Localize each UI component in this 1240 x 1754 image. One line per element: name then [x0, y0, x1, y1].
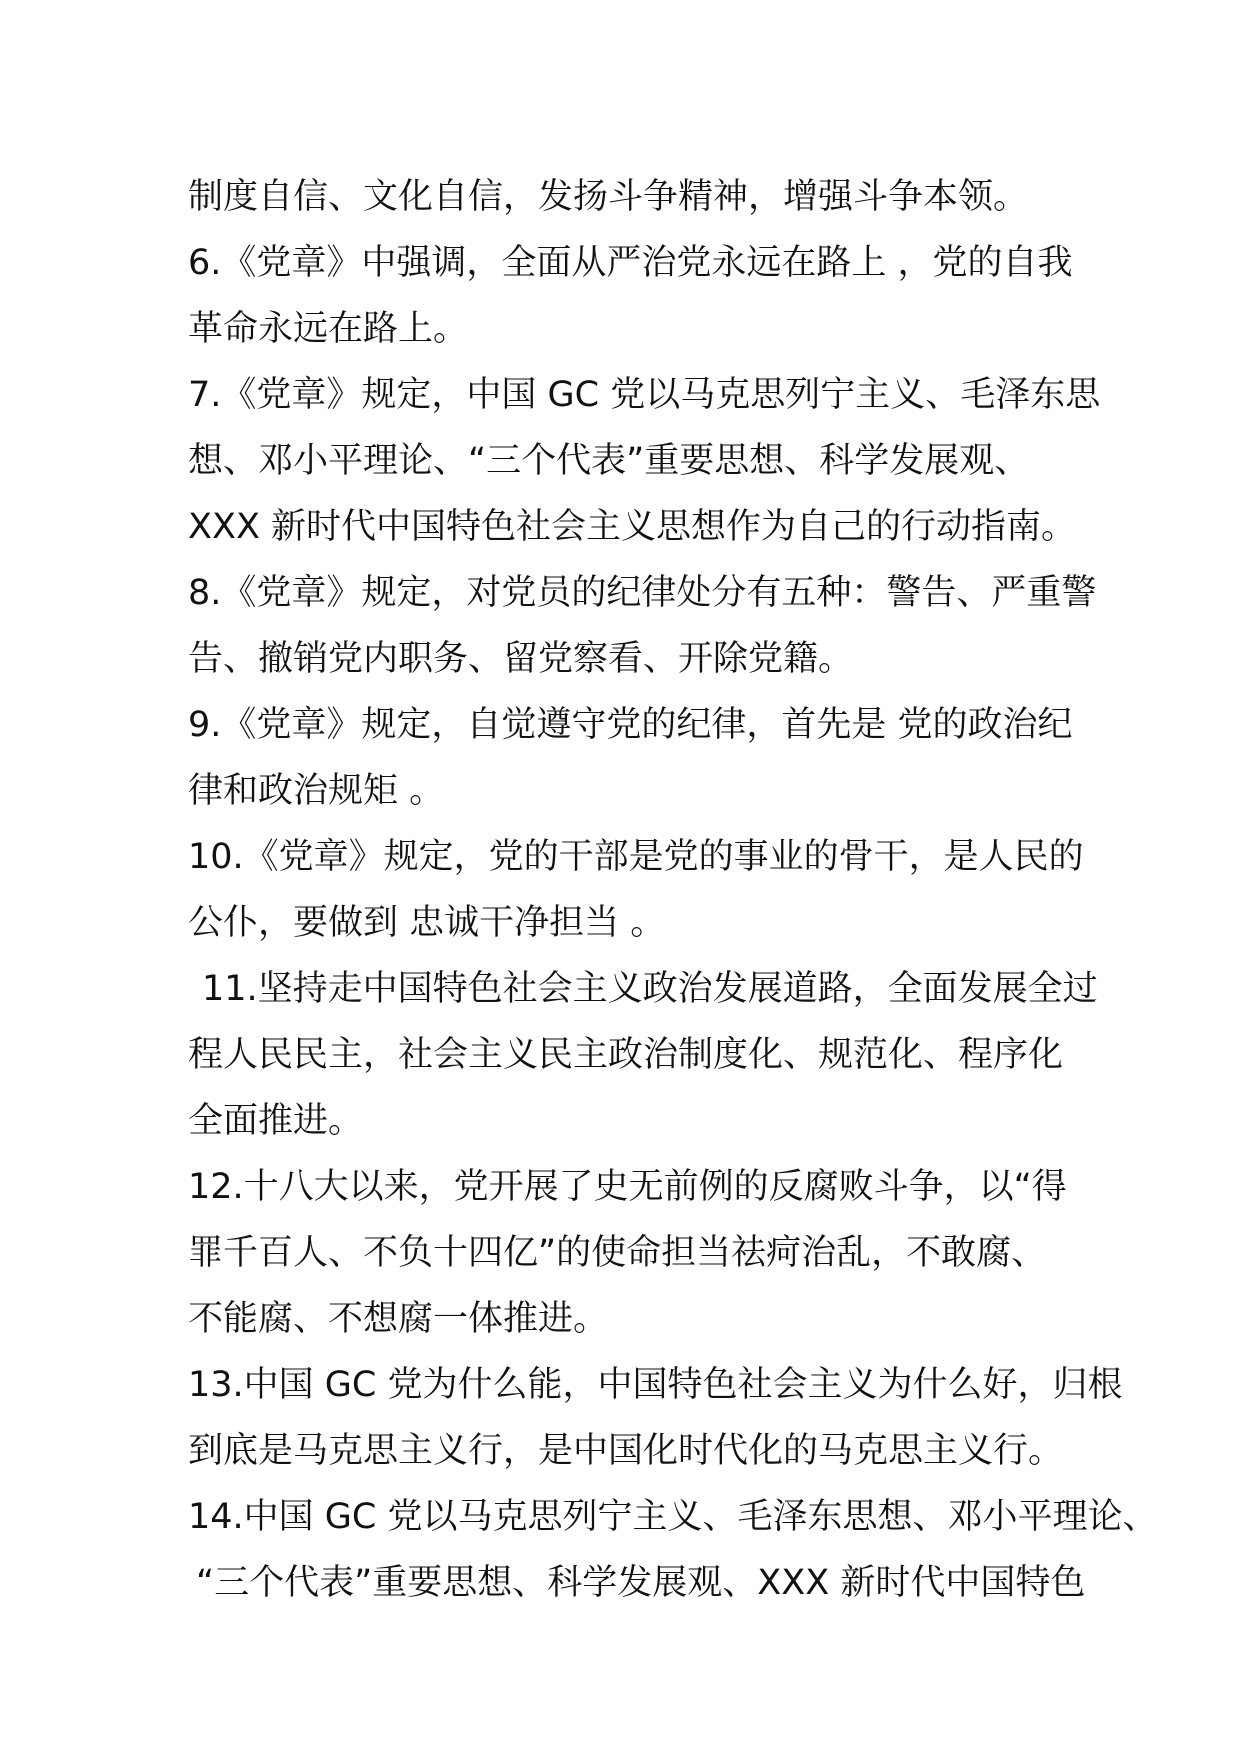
- text-line-3: 革命永远在路上。: [188, 309, 469, 349]
- text-line-2: 6.《党章》中强调，全面从严治党永远在路上 ，党的自我: [188, 243, 1073, 283]
- text-line-1: 制度自信、文化自信，发扬斗争精神，增强斗争本领。: [188, 177, 1029, 217]
- text-line-13: 11.坚持走中国特色社会主义政治发展道路，全面发展全过: [202, 969, 1098, 1009]
- text-line-4: 7.《党章》规定，中国 GC 党以马克思列宁主义、毛泽东思: [188, 375, 1101, 415]
- text-line-9: 9.《党章》规定，自觉遵守党的纪律，首先是 党的政治纪: [188, 705, 1073, 745]
- text-line-14: 程人民民主，社会主义民主政治制度化、规范化、程序化: [188, 1035, 1064, 1075]
- text-line-11: 10.《党章》规定，党的干部是党的事业的骨干，是人民的: [188, 837, 1084, 877]
- text-line-19: 13.中国 GC 党为什么能，中国特色社会主义为什么好，归根: [188, 1365, 1123, 1405]
- text-line-6: XXX 新时代中国特色社会主义思想作为自己的行动指南。: [188, 507, 1077, 547]
- text-line-21: 14.中国 GC 党以马克思列宁主义、毛泽东思想、邓小平理论、: [188, 1497, 1158, 1537]
- text-line-22: “三个代表”重要思想、科学发展观、XXX 新时代中国特色: [196, 1563, 1086, 1603]
- text-line-7: 8.《党章》规定，对党员的纪律处分有五种：警告、严重警: [188, 573, 1097, 613]
- text-line-8: 告、撤销党内职务、留党察看、开除党籍。: [188, 639, 854, 679]
- text-line-5: 想、邓小平理论、“三个代表”重要思想、科学发展观、: [188, 441, 1030, 481]
- text-line-10: 律和政治规矩 。: [188, 771, 445, 811]
- text-line-17: 罪千百人、不负十四亿”的使命担当祛疴治乱，不敢腐、: [188, 1233, 1047, 1273]
- text-line-12: 公仆，要做到 忠诚干净担当 。: [188, 903, 666, 943]
- text-line-20: 到底是马克思主义行，是中国化时代化的马克思主义行。: [188, 1431, 1064, 1471]
- text-line-16: 12.十八大以来，党开展了史无前例的反腐败斗争，以“得: [188, 1167, 1067, 1207]
- text-line-15: 全面推进。: [188, 1101, 364, 1141]
- text-line-18: 不能腐、不想腐一体推进。: [188, 1299, 609, 1339]
